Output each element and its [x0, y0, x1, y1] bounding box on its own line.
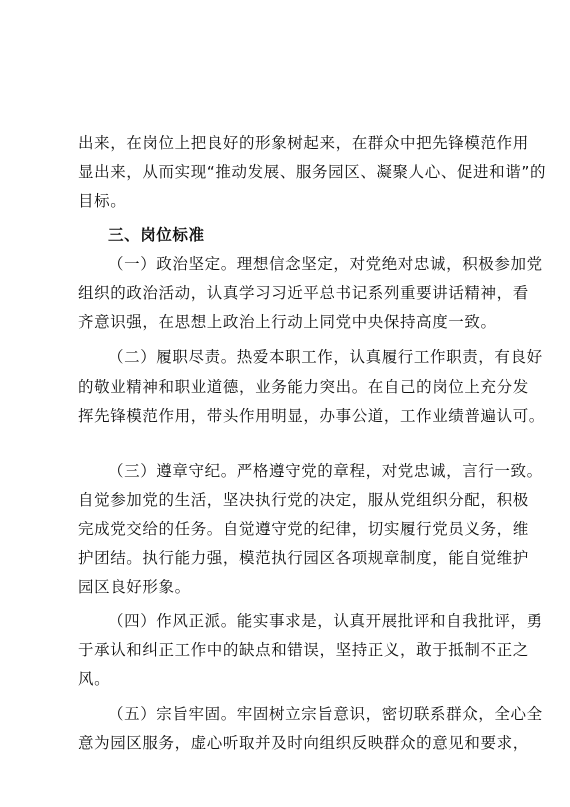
item-3-line-4: 护团结。执行能力强，模范执行园区各项规章制度，能自觉维护 [78, 549, 529, 567]
item-3-line-5: 园区良好形象。 [78, 578, 191, 596]
item-1-line-3: 齐意识强，在思想上政治上行动上同党中央保持高度一致。 [78, 313, 497, 331]
item-3-line-3: 完成党交给的任务。自觉遵守党的纪律，切实履行党员义务，维 [78, 520, 529, 538]
item-2-line-2: 的敬业精神和职业道德，业务能力突出。在自己的岗位上充分发 [78, 378, 529, 396]
section-heading: 三、岗位标准 [108, 226, 205, 244]
text-line-2: 显出来，从而实现“推动发展、服务园区、凝聚人心、促进和谐”的 [78, 163, 547, 181]
item-4-line-3: 风。 [78, 670, 111, 688]
item-3-line-1: （三）遵章守纪。严格遵守党的章程，对党忠诚，言行一致。 [108, 462, 543, 480]
item-5-line-1: （五）宗旨牢固。牢固树立宗旨意识，密切联系群众，全心全 [108, 705, 543, 723]
item-3-line-2: 自觉参加党的生活，坚决执行党的决定，服从党组织分配，积极 [78, 491, 529, 509]
item-4-line-2: 于承认和纠正工作中的缺点和错误，坚持正义，敢于抵制不正之 [78, 641, 529, 659]
item-2-line-3: 挥先锋模范作用，带头作用明显，办事公道，工作业绩普遍认可。 [78, 407, 545, 425]
text-line-1: 出来，在岗位上把良好的形象树起来，在群众中把先锋模范作用 [78, 134, 529, 152]
item-1-line-2: 组织的政治活动，认真学习习近平总书记系列重要讲话精神，看 [78, 284, 529, 302]
item-2-line-1: （二）履职尽责。热爱本职工作，认真履行工作职责，有良好 [108, 348, 543, 366]
item-1-line-1: （一）政治坚定。理想信念坚定，对党绝对忠诚，积极参加党 [108, 255, 543, 273]
item-5-line-2: 意为园区服务，虚心听取并及时向组织反映群众的意见和要求， [78, 734, 529, 752]
text-line-3: 目标。 [78, 192, 127, 210]
item-4-line-1: （四）作风正派。能实事求是，认真开展批评和自我批评，勇 [108, 612, 543, 630]
